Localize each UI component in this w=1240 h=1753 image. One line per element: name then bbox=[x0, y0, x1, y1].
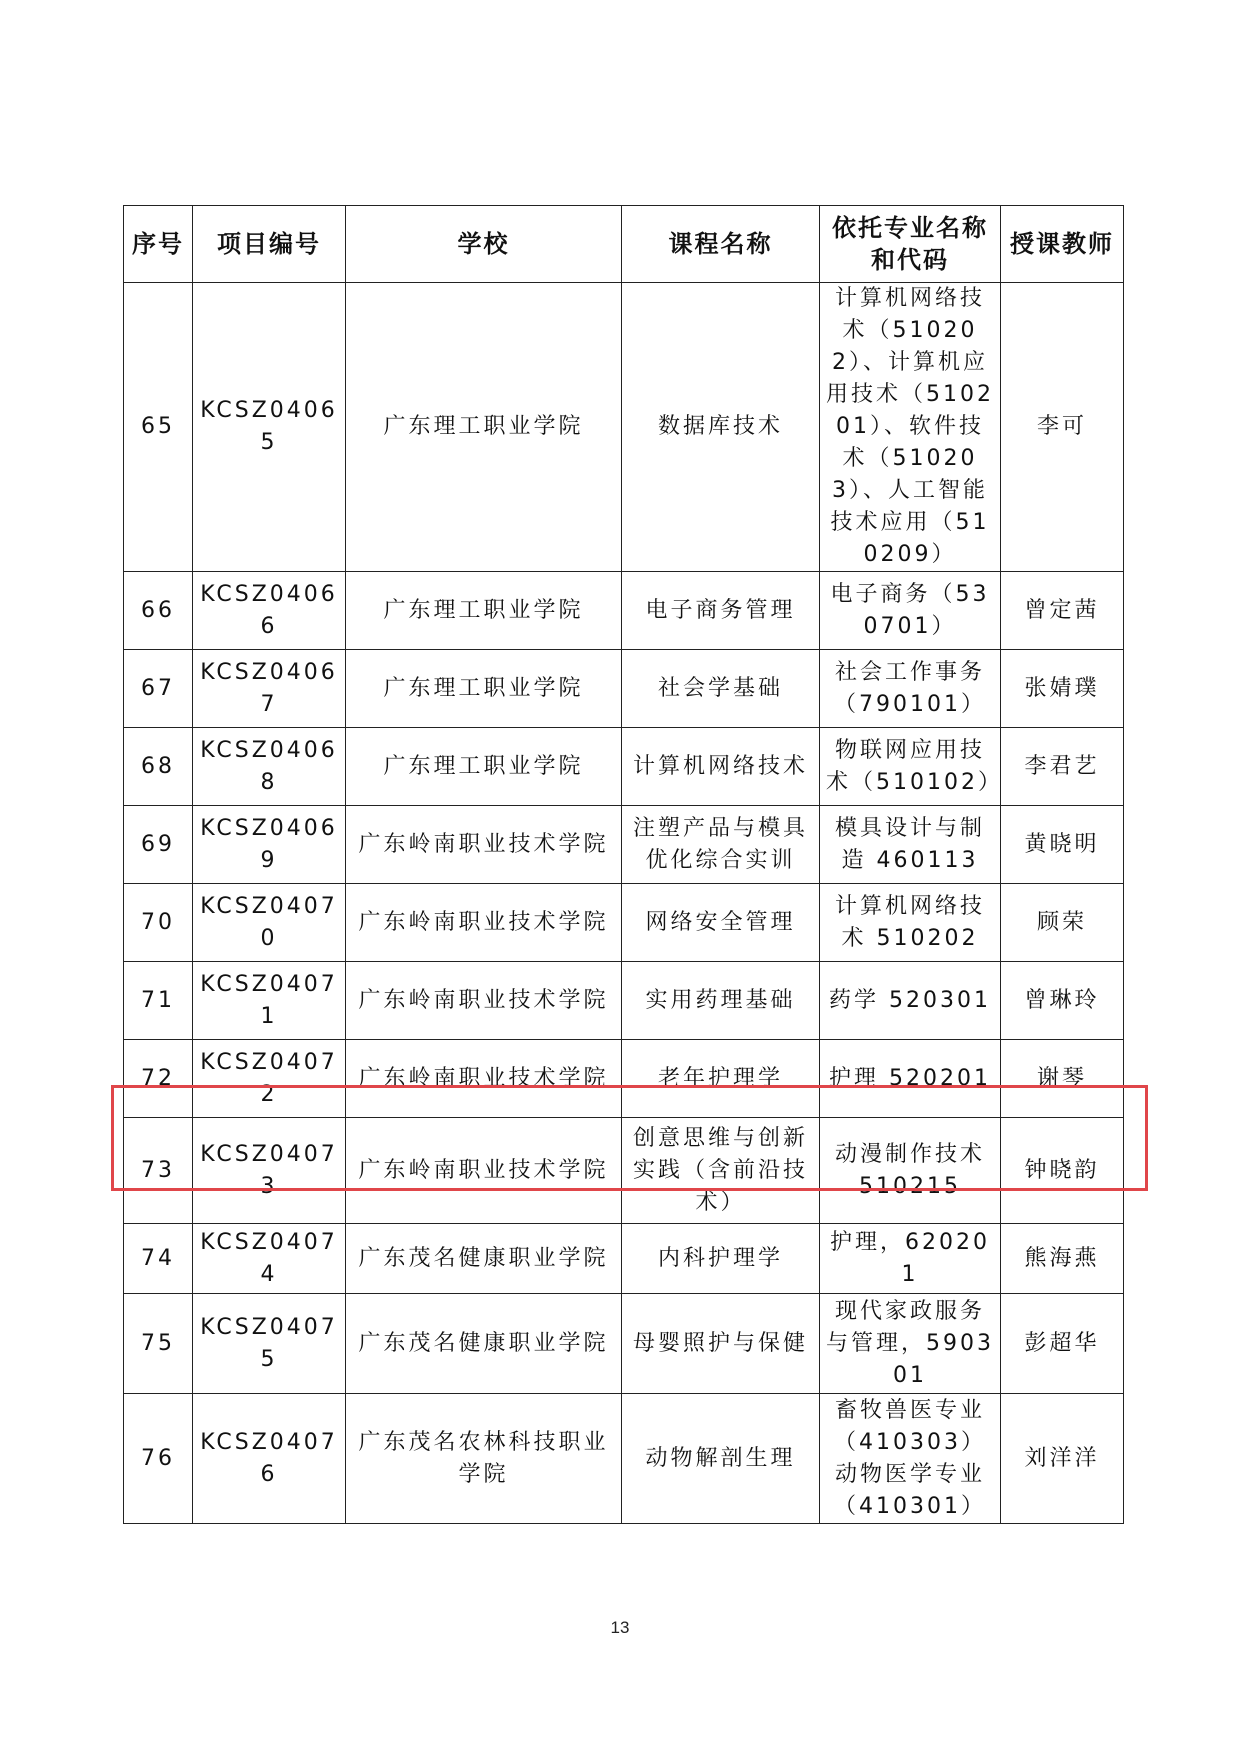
cell-index: 68 bbox=[124, 728, 193, 806]
cell-project-code: KCSZ04075 bbox=[193, 1294, 346, 1394]
header-project-code: 项目编号 bbox=[193, 206, 346, 283]
cell-index: 67 bbox=[124, 650, 193, 728]
cell-project-code: KCSZ04074 bbox=[193, 1224, 346, 1294]
cell-index: 70 bbox=[124, 884, 193, 962]
cell-course-name: 电子商务管理 bbox=[622, 572, 820, 650]
cell-project-code: KCSZ04068 bbox=[193, 728, 346, 806]
cell-major: 动漫制作技术 510215 bbox=[820, 1118, 1001, 1224]
cell-teacher: 曾定茜 bbox=[1001, 572, 1124, 650]
cell-major: 护理，620201 bbox=[820, 1224, 1001, 1294]
header-course-name: 课程名称 bbox=[622, 206, 820, 283]
cell-project-code: KCSZ04070 bbox=[193, 884, 346, 962]
cell-major: 计算机网络技术 510202 bbox=[820, 884, 1001, 962]
cell-school: 广东茂名农林科技职业学院 bbox=[346, 1394, 622, 1524]
cell-index: 65 bbox=[124, 283, 193, 572]
cell-teacher: 顾荣 bbox=[1001, 884, 1124, 962]
cell-major: 畜牧兽医专业（410303）动物医学专业（410301） bbox=[820, 1394, 1001, 1524]
cell-school: 广东茂名健康职业学院 bbox=[346, 1224, 622, 1294]
cell-school: 广东茂名健康职业学院 bbox=[346, 1294, 622, 1394]
cell-course-name: 数据库技术 bbox=[622, 283, 820, 572]
cell-school: 广东理工职业学院 bbox=[346, 283, 622, 572]
cell-teacher: 谢琴 bbox=[1001, 1040, 1124, 1118]
cell-course-name: 老年护理学 bbox=[622, 1040, 820, 1118]
cell-project-code: KCSZ04071 bbox=[193, 962, 346, 1040]
cell-teacher: 张婧璞 bbox=[1001, 650, 1124, 728]
cell-teacher: 刘洋洋 bbox=[1001, 1394, 1124, 1524]
table-row bbox=[124, 650, 1124, 728]
header-teacher: 授课教师 bbox=[1001, 206, 1124, 283]
cell-teacher: 熊海燕 bbox=[1001, 1224, 1124, 1294]
cell-major: 社会工作事务（790101） bbox=[820, 650, 1001, 728]
cell-project-code: KCSZ04065 bbox=[193, 283, 346, 572]
cell-course-name: 社会学基础 bbox=[622, 650, 820, 728]
table-row bbox=[124, 572, 1124, 650]
cell-school: 广东岭南职业技术学院 bbox=[346, 962, 622, 1040]
cell-index: 69 bbox=[124, 806, 193, 884]
cell-project-code: KCSZ04069 bbox=[193, 806, 346, 884]
cell-school: 广东岭南职业技术学院 bbox=[346, 1118, 622, 1224]
cell-school: 广东岭南职业技术学院 bbox=[346, 806, 622, 884]
cell-school: 广东理工职业学院 bbox=[346, 572, 622, 650]
cell-index: 66 bbox=[124, 572, 193, 650]
cell-index: 75 bbox=[124, 1294, 193, 1394]
cell-teacher: 李君艺 bbox=[1001, 728, 1124, 806]
cell-course-name: 计算机网络技术 bbox=[622, 728, 820, 806]
header-index: 序号 bbox=[124, 206, 193, 283]
cell-teacher: 黄晓明 bbox=[1001, 806, 1124, 884]
cell-school: 广东理工职业学院 bbox=[346, 650, 622, 728]
cell-index: 74 bbox=[124, 1224, 193, 1294]
table-row bbox=[124, 1294, 1124, 1394]
table-row bbox=[124, 728, 1124, 806]
cell-course-name: 内科护理学 bbox=[622, 1224, 820, 1294]
table-row bbox=[124, 806, 1124, 884]
cell-teacher: 曾琳玲 bbox=[1001, 962, 1124, 1040]
table-row bbox=[124, 884, 1124, 962]
header-major: 依托专业名称和代码 bbox=[820, 206, 1001, 283]
cell-project-code: KCSZ04072 bbox=[193, 1040, 346, 1118]
cell-major: 药学 520301 bbox=[820, 962, 1001, 1040]
table-row bbox=[124, 1040, 1124, 1118]
cell-school: 广东岭南职业技术学院 bbox=[346, 884, 622, 962]
table-row bbox=[124, 1224, 1124, 1294]
cell-major: 电子商务（530701） bbox=[820, 572, 1001, 650]
cell-index: 76 bbox=[124, 1394, 193, 1524]
cell-course-name: 注塑产品与模具优化综合实训 bbox=[622, 806, 820, 884]
cell-index: 73 bbox=[124, 1118, 193, 1224]
cell-teacher: 李可 bbox=[1001, 283, 1124, 572]
cell-project-code: KCSZ04067 bbox=[193, 650, 346, 728]
cell-index: 71 bbox=[124, 962, 193, 1040]
cell-index: 72 bbox=[124, 1040, 193, 1118]
cell-major: 护理 520201 bbox=[820, 1040, 1001, 1118]
table-row bbox=[124, 962, 1124, 1040]
table-header-row bbox=[124, 206, 1124, 283]
cell-school: 广东岭南职业技术学院 bbox=[346, 1040, 622, 1118]
cell-project-code: KCSZ04066 bbox=[193, 572, 346, 650]
cell-major: 计算机网络技术（510202）、计算机应用技术（510201）、软件技术（510203）、人工智能技术应用（510209） bbox=[820, 283, 1001, 572]
table-row bbox=[124, 1394, 1124, 1524]
table-row bbox=[124, 283, 1124, 572]
cell-course-name: 网络安全管理 bbox=[622, 884, 820, 962]
cell-course-name: 实用药理基础 bbox=[622, 962, 820, 1040]
cell-course-name: 母婴照护与保健 bbox=[622, 1294, 820, 1394]
cell-course-name: 动物解剖生理 bbox=[622, 1394, 820, 1524]
cell-teacher: 钟晓韵 bbox=[1001, 1118, 1124, 1224]
cell-major: 物联网应用技术（510102） bbox=[820, 728, 1001, 806]
project-table bbox=[123, 205, 1124, 1524]
cell-course-name: 创意思维与创新实践（含前沿技术） bbox=[622, 1118, 820, 1224]
cell-major: 模具设计与制造 460113 bbox=[820, 806, 1001, 884]
cell-project-code: KCSZ04076 bbox=[193, 1394, 346, 1524]
cell-major: 现代家政服务与管理，590301 bbox=[820, 1294, 1001, 1394]
table-row-highlighted bbox=[124, 1118, 1124, 1224]
cell-school: 广东理工职业学院 bbox=[346, 728, 622, 806]
page-number: 13 bbox=[610, 1618, 630, 1637]
header-school: 学校 bbox=[346, 206, 622, 283]
cell-teacher: 彭超华 bbox=[1001, 1294, 1124, 1394]
cell-project-code: KCSZ04073 bbox=[193, 1118, 346, 1224]
